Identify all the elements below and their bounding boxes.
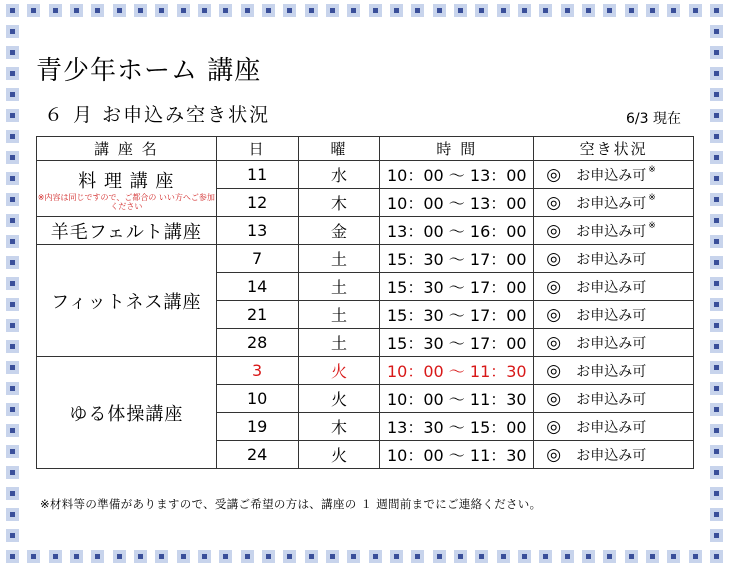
border-tile	[667, 4, 680, 17]
border-tile	[6, 550, 19, 563]
time-cell: 15：30 ～ 17：00	[380, 273, 534, 301]
border-tile	[710, 4, 723, 17]
availability-cell	[534, 161, 694, 189]
availability-status: お申込み可	[576, 307, 647, 324]
note-asterisk: ※	[648, 192, 656, 203]
weekday-cell: 火	[298, 357, 380, 385]
border-tile	[646, 4, 659, 17]
border-tile	[710, 46, 723, 59]
border-tile	[625, 4, 638, 17]
course-name: 料 理 講 座	[78, 170, 175, 192]
border-tile	[347, 4, 360, 17]
border-tile	[454, 4, 467, 17]
border-tile	[113, 550, 126, 563]
as-of-date: 6/3 現在	[626, 111, 681, 127]
footnote: ※材料等の準備がありますので、受講ご希望の方は、講座の １ 週間前までにご連絡ください。	[40, 497, 542, 511]
day-cell: 13	[216, 217, 298, 245]
day-cell: 19	[216, 413, 298, 441]
availability-cell	[534, 217, 694, 245]
availability-status: お申込み可	[576, 223, 647, 240]
border-tile	[497, 550, 510, 563]
border-tile	[433, 4, 446, 17]
border-tile	[6, 529, 19, 542]
border-tile	[6, 46, 19, 59]
border-tile	[390, 4, 403, 17]
schedule-table	[36, 136, 694, 469]
border-tile	[561, 4, 574, 17]
availability-cell	[534, 189, 694, 217]
weekday-cell: 火	[298, 441, 380, 469]
border-tile	[91, 550, 104, 563]
border-tile	[710, 88, 723, 101]
note-asterisk: ※	[648, 220, 656, 231]
double-circle-icon: ◎	[546, 416, 562, 437]
day-cell: 21	[216, 301, 298, 329]
border-tile	[262, 4, 275, 17]
time-cell: 10：00 ～ 11：30	[380, 357, 534, 385]
border-tile	[497, 4, 510, 17]
border-tile	[6, 88, 19, 101]
border-tile	[27, 4, 40, 17]
border-tile	[582, 550, 595, 563]
border-tile	[518, 550, 531, 563]
border-tile	[6, 172, 19, 185]
double-circle-icon: ◎	[546, 444, 562, 465]
border-tile	[710, 487, 723, 500]
availability-cell	[534, 301, 694, 329]
border-tile	[667, 550, 680, 563]
border-tile	[689, 550, 702, 563]
course-note: ※内容は同じですので、ご都合の いい方へご参加ください	[37, 192, 215, 211]
border-tile	[710, 298, 723, 311]
time-cell: 13：30 ～ 15：00	[380, 413, 534, 441]
border-tile	[6, 298, 19, 311]
double-circle-icon: ◎	[546, 164, 562, 185]
border-tile	[6, 466, 19, 479]
time-cell: 15：30 ～ 17：00	[380, 301, 534, 329]
border-tile	[262, 550, 275, 563]
border-tile	[305, 4, 318, 17]
border-tile	[6, 130, 19, 143]
header-time: 時 間	[380, 137, 534, 161]
border-tile	[6, 235, 19, 248]
weekday-cell: 土	[298, 273, 380, 301]
availability-status: お申込み可	[576, 279, 647, 296]
weekday-cell: 土	[298, 329, 380, 357]
availability-cell	[534, 413, 694, 441]
weekday-cell: 土	[298, 301, 380, 329]
time-cell: 10：00 ～ 11：30	[380, 385, 534, 413]
course-name: ゆる体操講座	[69, 403, 184, 425]
border-tile	[710, 361, 723, 374]
border-tile	[710, 130, 723, 143]
course-name-cell	[37, 217, 217, 245]
border-tile	[219, 4, 232, 17]
time-cell: 15：30 ～ 17：00	[380, 245, 534, 273]
border-tile	[91, 4, 104, 17]
border-tile	[49, 4, 62, 17]
availability-cell	[534, 385, 694, 413]
availability-cell	[534, 273, 694, 301]
border-tile	[27, 550, 40, 563]
border-tile	[326, 550, 339, 563]
time-cell: 10：00 ～ 13：00	[380, 189, 534, 217]
border-tile	[6, 4, 19, 17]
border-tile	[305, 550, 318, 563]
border-tile	[6, 256, 19, 269]
border-tile	[710, 151, 723, 164]
day-cell: 12	[216, 189, 298, 217]
border-tile	[710, 25, 723, 38]
border-tile	[710, 529, 723, 542]
border-tile	[710, 445, 723, 458]
border-tile	[411, 4, 424, 17]
border-tile	[539, 550, 552, 563]
availability-cell	[534, 245, 694, 273]
course-name-cell	[37, 161, 217, 217]
weekday-cell: 木	[298, 189, 380, 217]
border-tile	[710, 403, 723, 416]
border-tile	[710, 382, 723, 395]
availability-cell	[534, 441, 694, 469]
header-availability: 空き状況	[534, 137, 694, 161]
border-tile	[6, 319, 19, 332]
border-tile	[433, 550, 446, 563]
border-tile	[390, 550, 403, 563]
border-tile	[283, 550, 296, 563]
border-tile	[283, 4, 296, 17]
table-header-row	[37, 137, 694, 161]
border-tile	[710, 172, 723, 185]
border-tile	[539, 4, 552, 17]
border-tile	[603, 4, 616, 17]
border-tile	[198, 550, 211, 563]
weekday-cell: 木	[298, 413, 380, 441]
border-tile	[6, 151, 19, 164]
border-tile	[369, 550, 382, 563]
border-tile	[134, 550, 147, 563]
header-day: 日	[216, 137, 298, 161]
border-tile	[49, 550, 62, 563]
border-tile	[646, 550, 659, 563]
border-tile	[582, 4, 595, 17]
course-name-cell	[37, 357, 217, 469]
border-tile	[603, 550, 616, 563]
page-title: 青少年ホーム 講座	[36, 56, 262, 86]
table-row	[37, 217, 694, 245]
border-tile	[6, 277, 19, 290]
border-tile	[347, 550, 360, 563]
time-cell: 10：00 ～ 11：30	[380, 441, 534, 469]
day-cell: 7	[216, 245, 298, 273]
course-name: 羊毛フェルト講座	[50, 221, 202, 243]
day-cell: 24	[216, 441, 298, 469]
border-tile	[475, 4, 488, 17]
border-tile	[6, 424, 19, 437]
border-tile	[134, 4, 147, 17]
border-tile	[219, 550, 232, 563]
border-tile	[6, 214, 19, 227]
double-circle-icon: ◎	[546, 248, 562, 269]
border-tile	[6, 193, 19, 206]
border-tile	[561, 550, 574, 563]
availability-cell	[534, 357, 694, 385]
double-circle-icon: ◎	[546, 192, 562, 213]
border-tile	[6, 25, 19, 38]
border-tile	[198, 4, 211, 17]
border-tile	[6, 67, 19, 80]
border-tile	[177, 4, 190, 17]
border-tile	[710, 235, 723, 248]
border-tile	[518, 4, 531, 17]
availability-status: お申込み可	[576, 447, 647, 464]
header-weekday: 曜	[298, 137, 380, 161]
border-tile	[710, 109, 723, 122]
availability-status: お申込み可	[576, 167, 647, 184]
border-tile	[70, 4, 83, 17]
double-circle-icon: ◎	[546, 360, 562, 381]
day-cell: 3	[216, 357, 298, 385]
border-tile	[6, 403, 19, 416]
border-tile	[369, 4, 382, 17]
double-circle-icon: ◎	[546, 388, 562, 409]
availability-status: お申込み可	[576, 251, 647, 268]
course-name-cell	[37, 245, 217, 357]
availability-status: お申込み可	[576, 391, 647, 408]
weekday-cell: 火	[298, 385, 380, 413]
page-subtitle: ６ 月 お申込み空き状況	[44, 104, 271, 126]
border-tile	[6, 382, 19, 395]
border-tile	[6, 361, 19, 374]
double-circle-icon: ◎	[546, 276, 562, 297]
course-name: フィットネス講座	[51, 291, 202, 313]
border-tile	[177, 550, 190, 563]
border-tile	[710, 256, 723, 269]
border-tile	[155, 4, 168, 17]
border-tile	[710, 193, 723, 206]
border-tile	[710, 319, 723, 332]
border-tile	[710, 67, 723, 80]
table-row	[37, 357, 694, 385]
border-tile	[411, 550, 424, 563]
border-tile	[710, 508, 723, 521]
weekday-cell: 土	[298, 245, 380, 273]
table-row	[37, 161, 694, 189]
double-circle-icon: ◎	[546, 304, 562, 325]
time-cell: 15：30 ～ 17：00	[380, 329, 534, 357]
time-cell: 10：00 ～ 13：00	[380, 161, 534, 189]
day-cell: 10	[216, 385, 298, 413]
border-tile	[155, 550, 168, 563]
availability-status: お申込み可	[576, 195, 647, 212]
border-tile	[454, 550, 467, 563]
border-tile	[710, 466, 723, 479]
border-tile	[689, 4, 702, 17]
border-tile	[326, 4, 339, 17]
border-tile	[6, 487, 19, 500]
border-tile	[710, 424, 723, 437]
table-row	[37, 245, 694, 273]
day-cell: 14	[216, 273, 298, 301]
day-cell: 11	[216, 161, 298, 189]
border-tile	[710, 214, 723, 227]
availability-status: お申込み可	[576, 335, 647, 352]
weekday-cell: 水	[298, 161, 380, 189]
border-tile	[710, 340, 723, 353]
border-tile	[710, 277, 723, 290]
border-tile	[6, 445, 19, 458]
availability-status: お申込み可	[576, 419, 647, 436]
border-tile	[625, 550, 638, 563]
border-tile	[6, 340, 19, 353]
border-tile	[6, 508, 19, 521]
border-tile	[6, 109, 19, 122]
border-tile	[241, 550, 254, 563]
border-tile	[70, 550, 83, 563]
day-cell: 28	[216, 329, 298, 357]
header-course: 講 座 名	[37, 137, 217, 161]
time-cell: 13：00 ～ 16：00	[380, 217, 534, 245]
availability-cell	[534, 329, 694, 357]
border-tile	[113, 4, 126, 17]
double-circle-icon: ◎	[546, 332, 562, 353]
note-asterisk: ※	[648, 164, 656, 175]
border-tile	[475, 550, 488, 563]
border-tile	[710, 550, 723, 563]
weekday-cell: 金	[298, 217, 380, 245]
availability-status: お申込み可	[576, 363, 647, 380]
double-circle-icon: ◎	[546, 220, 562, 241]
border-tile	[241, 4, 254, 17]
